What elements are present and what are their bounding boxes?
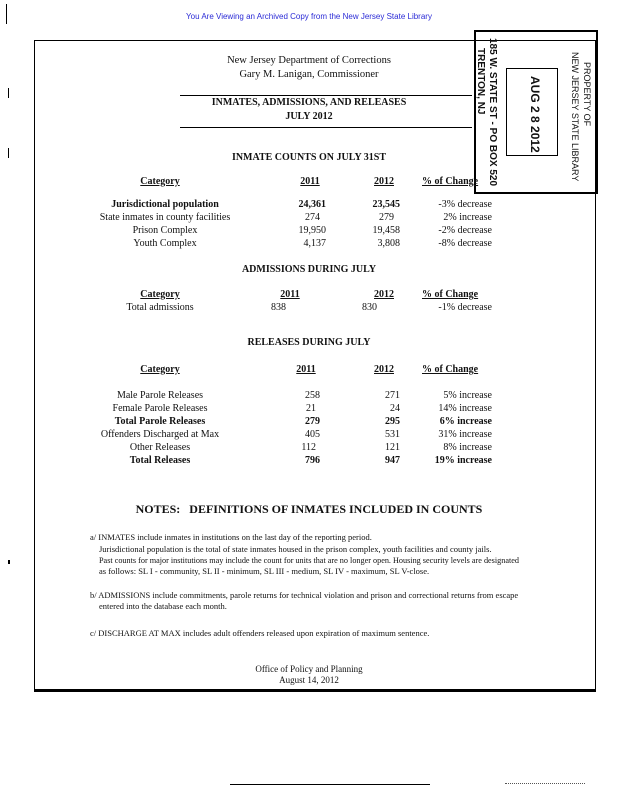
table-row-2012: 279 (379, 212, 394, 223)
table-row-category: Jurisdictional population (111, 199, 219, 210)
table-row-2012: 121 (385, 442, 400, 453)
table-row-2012: 531 (385, 429, 400, 440)
table-row-category: State inmates in county facilities (99, 212, 231, 223)
table-row-2011: 279 (305, 416, 320, 427)
note-a-line2: Jurisdictional population is the total of state inmates housed in the prison complex, youth facilities and county jails. (99, 544, 492, 554)
note-a-line1: a/ INMATES include inmates in institutions on the last day of the reporting period. (90, 532, 372, 542)
column-header-change: % of Change (422, 176, 479, 187)
footer-office: Office of Policy and Planning (255, 664, 363, 674)
column-header-2012: 2012 (374, 289, 394, 300)
note-b-line1: b/ ADMISSIONS include commitments, parole returns for technical violation and prison and correctional returns from escape (90, 590, 519, 600)
column-header-category: Category (140, 364, 180, 375)
report-title: INMATES, ADMISSIONS, AND RELEASES (211, 97, 407, 108)
releases-title: RELEASES DURING JULY (247, 337, 371, 348)
column-header-2011: 2011 (296, 364, 316, 375)
column-header-category: Category (140, 289, 180, 300)
note-a-line4: as follows: SL I - community, SL II - minimum, SL III - medium, SL IV - maximum, SL V-close. (99, 566, 430, 576)
table-row-2011: 838 (271, 302, 286, 313)
department-name: New Jersey Department of Corrections (227, 55, 391, 66)
archive-banner: You Are Viewing an Archived Copy from the New Jersey State Library (186, 12, 432, 21)
stamp-address-line1: 185 W. STATE ST - PO BOX 520 (487, 38, 498, 187)
table-row-2011: 24,361 (298, 199, 326, 210)
table-row-2012: 271 (385, 390, 400, 401)
table-row-change: 19% increase (434, 455, 492, 466)
table-row-change: -3% decrease (438, 199, 492, 210)
table-row-change: 14% increase (438, 403, 492, 414)
table-row-2012: 3,808 (377, 238, 400, 249)
bottom-scan-dots (505, 783, 585, 784)
note-b-line2: entered into the database each month. (99, 601, 227, 611)
inmate-counts-title: INMATE COUNTS ON JULY 31ST (231, 152, 387, 163)
column-header-2011: 2011 (280, 289, 300, 300)
table-row-2011: 258 (305, 390, 320, 401)
table-row-category: Male Parole Releases (116, 390, 204, 401)
table-row-category: Prison Complex (132, 225, 198, 236)
table-row-category: Total Parole Releases (114, 416, 206, 427)
margin-mark (6, 4, 7, 24)
table-row-change: 31% increase (438, 429, 492, 440)
table-row-change: 2% increase (443, 212, 492, 223)
bottom-scan-line (230, 784, 430, 785)
column-header-2011: 2011 (300, 176, 320, 187)
table-row-2011: 796 (305, 455, 320, 466)
table-row-change: 5% increase (443, 390, 492, 401)
table-row-category: Offenders Discharged at Max (100, 429, 220, 440)
stamp-property-line1: PROPERTY OF (582, 62, 592, 127)
table-row-2012: 295 (385, 416, 400, 427)
table-row-2011: 21 (306, 403, 316, 414)
column-header-change: % of Change (422, 364, 479, 375)
stamp-property-line2: NEW JERSEY STATE LIBRARY (570, 52, 580, 182)
table-row-2012: 947 (385, 455, 400, 466)
table-row-category: Female Parole Releases (112, 403, 208, 414)
table-row-change: 6% increase (439, 416, 492, 427)
column-header-change: % of Change (422, 289, 479, 300)
column-header-category: Category (140, 176, 180, 187)
header-rule-bottom (180, 127, 472, 128)
notes-title: NOTES: DEFINITIONS OF INMATES INCLUDED IN COUNTS (135, 502, 483, 516)
header-rule-top (180, 95, 472, 96)
table-row-category: Other Releases (129, 442, 191, 453)
note-c-line1: c/ DISCHARGE AT MAX includes adult offenders released upon expiration of maximum sentence. (90, 628, 430, 638)
stamp-date: AUG 2 8 2012 (528, 76, 542, 153)
table-row-change: 8% increase (443, 442, 492, 453)
table-row-2011: 19,950 (298, 225, 326, 236)
table-row-2011: 112 (301, 442, 316, 453)
footer-date: August 14, 2012 (279, 675, 339, 685)
table-row-2012: 19,458 (372, 225, 400, 236)
stamp-address-line2: TRENTON, NJ (475, 48, 486, 115)
table-row-change: -2% decrease (438, 225, 492, 236)
table-row-category: Total Releases (129, 455, 191, 466)
margin-mark (8, 560, 10, 564)
report-date: JULY 2012 (285, 111, 333, 122)
table-row-2011: 4,137 (303, 238, 326, 249)
column-header-2012: 2012 (374, 364, 394, 375)
commissioner-name: Gary M. Lanigan, Commissioner (239, 69, 379, 80)
note-a-line3: Past counts for major institutions may include the count for units that are no longer open. Housing security levels are designated (99, 556, 519, 565)
column-header-2012: 2012 (374, 176, 394, 187)
table-row-2011: 405 (305, 429, 320, 440)
table-row-category: Total admissions (126, 302, 194, 313)
table-row-category: Youth Complex (133, 238, 197, 249)
admissions-title: ADMISSIONS DURING JULY (241, 264, 377, 275)
table-row-2012: 830 (362, 302, 377, 313)
table-row-2011: 274 (305, 212, 320, 223)
table-row-2012: 23,545 (372, 199, 400, 210)
table-row-change: -1% decrease (438, 302, 492, 313)
table-row-change: -8% decrease (438, 238, 492, 249)
table-row-2012: 24 (390, 403, 400, 414)
